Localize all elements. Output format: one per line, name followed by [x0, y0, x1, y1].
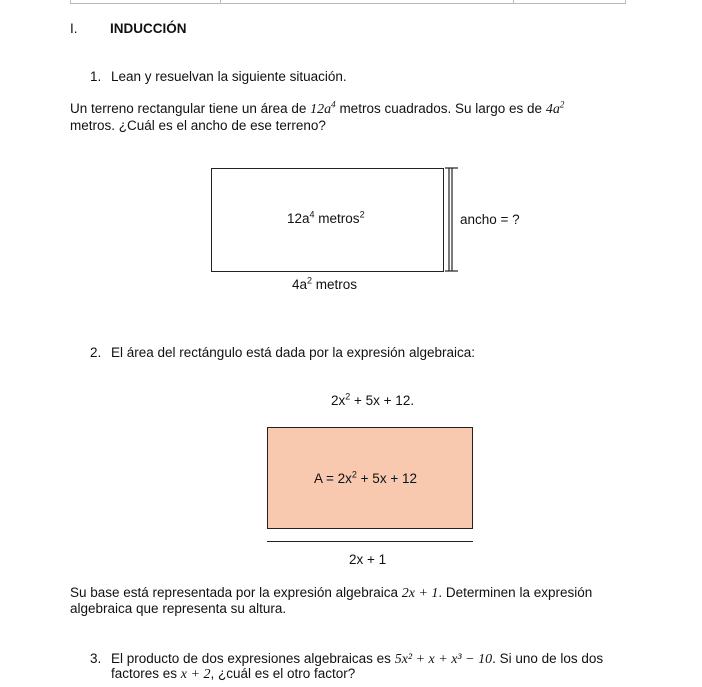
table-tick — [220, 0, 221, 4]
item1-p1-a: Un terreno rectangular tiene un área de — [70, 101, 307, 116]
table-tick — [70, 0, 71, 4]
item2-base-expr: 2x + 1 — [401, 586, 439, 601]
item2-p-a: Su base está representada por la expresión algebraica — [70, 585, 398, 600]
terrain-area-label: $12a^4$ metros$^2$ — [287, 209, 365, 226]
section-title: INDUCCIÓN — [110, 21, 187, 36]
item3-line2 — [111, 666, 355, 683]
item1-text: Lean y resuelvan la siguiente situación. — [111, 69, 347, 84]
item2-p-b: . Determinen la expresión — [438, 585, 593, 600]
section-number: I. — [70, 21, 78, 36]
item2-text: El área del rectángulo está dada por la expresión algebraica: — [111, 345, 475, 360]
item3-number: 3. — [90, 651, 102, 666]
table-tick — [513, 0, 514, 4]
item3-line2-a: factores es — [111, 666, 178, 681]
rectangle-area-formula: $A = 2x^2 + 5x + 12$ — [314, 469, 417, 486]
item1-p1-b: metros cuadrados. Su largo es de — [339, 101, 543, 116]
length-label: $4a^2$ metros — [292, 275, 358, 292]
item1-number: 1. — [90, 69, 102, 84]
item1-length-expr: $4a^2$ — [545, 99, 565, 117]
width-dimension-bracket — [440, 164, 460, 276]
item3-factor-expr: x + 2 — [180, 667, 211, 682]
width-label: ancho = ? — [460, 212, 520, 227]
item3-line2-b: , ¿cuál es el otro factor? — [210, 666, 356, 681]
item2-number: 2. — [90, 345, 102, 360]
item2-paragraph-line2: algebraica que representa su altura. — [70, 601, 287, 616]
area-expression: $2x^2 + 5x + 12$. — [331, 391, 415, 408]
item3-line1-a: El producto de dos expresiones algebraicas es — [111, 651, 391, 666]
item1-area-expr: $12a^4$ — [310, 99, 336, 117]
item1-paragraph-line2: metros. ¿Cuál es el ancho de ese terreno? — [70, 118, 326, 133]
item2-paragraph-line1 — [70, 585, 592, 602]
table-tick — [625, 0, 626, 4]
table-border-top — [70, 3, 626, 4]
base-dimension-line — [267, 541, 473, 542]
item3-line1-b: . Si uno de los dos — [492, 651, 604, 666]
base-label: 2x + 1 — [349, 552, 387, 567]
item3-product-expr: 5x² + x + x³ − 10 — [394, 652, 493, 667]
item1-paragraph-line1 — [70, 101, 564, 118]
